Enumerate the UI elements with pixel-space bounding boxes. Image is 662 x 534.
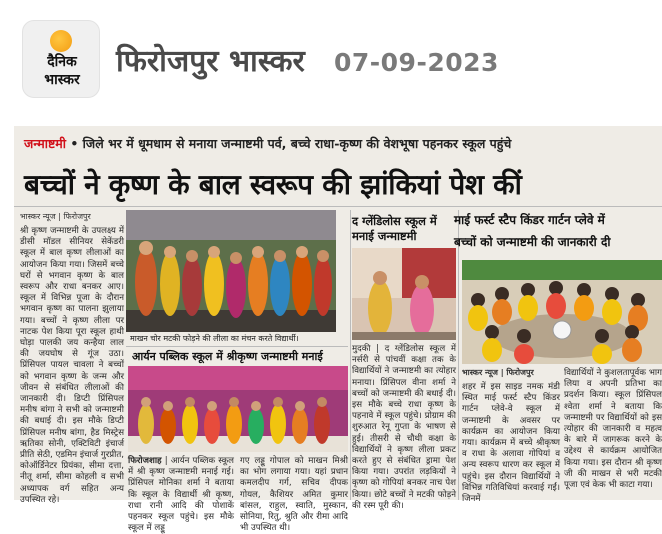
aryan-text-col1: फिरोजशाह | आर्यन पब्लिक स्कूल में श्री कृष्ण जन्माष्टमी मनाई गई। प्रिंसिपल मोनिका शर्मा ने बताया कि स्कूल के विद्यार्थी श्री कृष्ण, राधा रानी आदि की पोशाकें पहनकर स्कूल पहुंचे। इस मौके स्कूल में लड्डू	[128, 456, 234, 534]
divider	[458, 210, 459, 500]
dainik-bhaskar-logo	[22, 20, 100, 98]
subhead-aryan-school: आर्यन पब्लिक स्कूल में श्रीकृष्ण जन्माष्टमी मनाई	[132, 350, 323, 363]
masthead	[0, 0, 662, 118]
kicker-label: जन्माष्टमी	[24, 136, 66, 151]
edition-name: फिरोजपुर भास्कर	[116, 44, 305, 79]
aryan-text-col2: गए लड्डू गोपाल को माखन मिश्री का भोग लगाया गया। यहां प्रधान कमलदीप गर्ग, सचिव दीपक गोयल, कैशियर अमित कुमार बांसल, राहुल, स्वाति, मुस्कान, सोनिया, रितु, श्रुति और रीमा आदि भी उपस्थित थी।	[240, 456, 348, 534]
article-headline: बच्चों ने कृष्ण के बाल स्वरूप की झांकियां पेश कीं	[24, 168, 522, 201]
logo-text-line2: भास्कर	[44, 72, 80, 88]
kindergarten-text-col1: शहर में इस साइड नमक मंडी स्थित माई फर्स्ट स्टैप किंडर गार्टन प्लेवे-वे स्कूल में जन्माष्टमी के अवसर पर कार्यक्रम का आयोजन किया गया। कार्यक्रम में बच्चे श्रीकृष्ण व राधा के अलावा गोपियां व अन्य स्वरूप धारण कर स्कूल में पहुंचे। इस दौरान विद्यार्थियों ने विभिन्न गतिविधियां करवाई गईं। जिनमें	[462, 382, 560, 505]
kicker-line	[24, 136, 654, 152]
glendiloss-text: मुदकी | द ग्लेंडिलोस स्कूल में नर्सरी से पांचवीं कक्षा तक के विद्यार्थियों ने जन्माष्टमी का त्योहार मनाया। प्रिंसिपल वीना शर्मा ने बच्चों को जन्माष्टमी की बधाई दी। इस मौके बच्चे राधा कृष्ण के पहनावे में स्कूल पहुंचे। प्रोग्राम की शुरुआत रेनू गुप्ता के भाषण से हुई। तीसरी से चौथी कक्षा के विद्यार्थियों ने कृष्ण लीला प्रकट करते हुए से संबंधित ड्रामा पेश किया गया। उपरांत लड़कियों ने कृष्ण को गोपियां बनकर नाच पेश किया। छोटे बच्चों ने मटकी फोड़ने की रस्म पूरी की।	[352, 344, 456, 511]
subhead-glendiloss-school: द ग्लेंडिलोस स्कूल में मनाई जन्माष्टमी	[352, 214, 437, 243]
subhead-my-first-step-line2: बच्चों को जन्माष्टमी की जानकारी दी	[454, 235, 611, 249]
newspaper-clipping	[14, 126, 662, 534]
edition-date: 07-09-2023	[334, 48, 499, 77]
divider	[126, 346, 348, 347]
photo-makhan-chor-stage	[126, 210, 336, 332]
kindergarten-byline: भास्कर न्यूज | फिरोजपुर	[462, 368, 534, 377]
divider	[350, 210, 351, 500]
subhead-my-first-step-line1: माई फर्स्ट स्टैप किंडर गार्टन प्लेवे में	[454, 213, 605, 227]
aryan-text-part1: आर्यन पब्लिक स्कूल में श्री कृष्ण जन्माष्टमी मनाई गई। प्रिंसिपल मोनिका शर्मा ने बताया कि स्कूल के विद्यार्थी श्री कृष्ण, राधा रानी आदि की पोशाकें पहनकर स्कूल पहुंचे। इस मौके स्कूल में लड्डू	[128, 456, 234, 534]
photo-kindergarten-children	[462, 260, 662, 364]
logo-text-line1: दैनिक	[47, 54, 77, 70]
kicker-text: • जिले भर में धूमधाम से मनाया जन्माष्टमी पर्व, बच्चे राधा-कृष्ण की वेशभूषा पहनकर स्कूल पहुंचे	[65, 136, 512, 151]
photo1-caption: माखन चोर मटकी फोड़ने की लीला का मंचन करते विद्यार्थी।	[130, 334, 299, 343]
photo-aryan-school	[128, 366, 348, 452]
aryan-byline: फिरोजशाह	[128, 456, 162, 466]
kindergarten-text-col2: विद्यार्थियों ने कुशलतापूर्वक भाग लिया व अपनी प्रतिभा का प्रदर्शन किया। स्कूल प्रिंसिपल श्वेता शर्मा ने बताया कि जन्माष्टमी पर विद्यार्थियों को इस त्योहार की जानकारी व महत्व के बारे में जागरूक करने के उद्देश्य से कार्यक्रम आयोजित किया गया। इस दौरान श्री कृष्ण जी की माखन से भरी मटकी पूजा एवं केक भी काटा गया।	[564, 368, 662, 491]
column1-text: श्री कृष्ण जन्माष्टमी के उपलक्ष्य में डीसी मॉडल सीनियर सेकेंडरी स्कूल में बाल कृष्ण लीलाओं का आयोजन किया गया। जिसमें बच्चे घरों से भगवान कृष्ण के बाल स्वरूप और राधा बनकर आए। स्कूल में विभिन्न पूजा के दौरान भगवान कृष्ण का पालना झुलाया गया। बच्चों ने कृष्ण लीला पर नाटक पेश किया पूरा स्कूल हाथी घोड़ा पालकी जय कन्हैया लाल की जयघोष से गूंज उठा। प्रिंसिपल पायल चावला ने बच्चों को भगवान कृष्ण के जन्म और जीवन से संबंधित लीलाओं की जानकारी दी। डिप्टी प्रिंसिपल मनीष बांगा ने सभी को जन्माष्टमी की बधाई दी। इस मौके डिप्टी प्रिंसिपल मनीष बांगा, हैड मिस्ट्रेस ऋतिका सोनी, एक्टिविटी इंचार्ज प्रीति सेठी, एडमिन इंचार्ज गुरप्रीत, कोऑर्डिनेटर प्रियंका, सीमा दत्ता, नीतू शर्मा, सीमा कोहली व सभी अध्यापक वर्ग सहित अन्य उपस्थित रहे।	[20, 226, 124, 505]
sun-icon	[50, 30, 72, 52]
photo-glendiloss-school	[352, 248, 456, 340]
divider	[14, 206, 662, 207]
article-byline: भास्कर न्यूज | फिरोजपुर	[20, 212, 91, 221]
